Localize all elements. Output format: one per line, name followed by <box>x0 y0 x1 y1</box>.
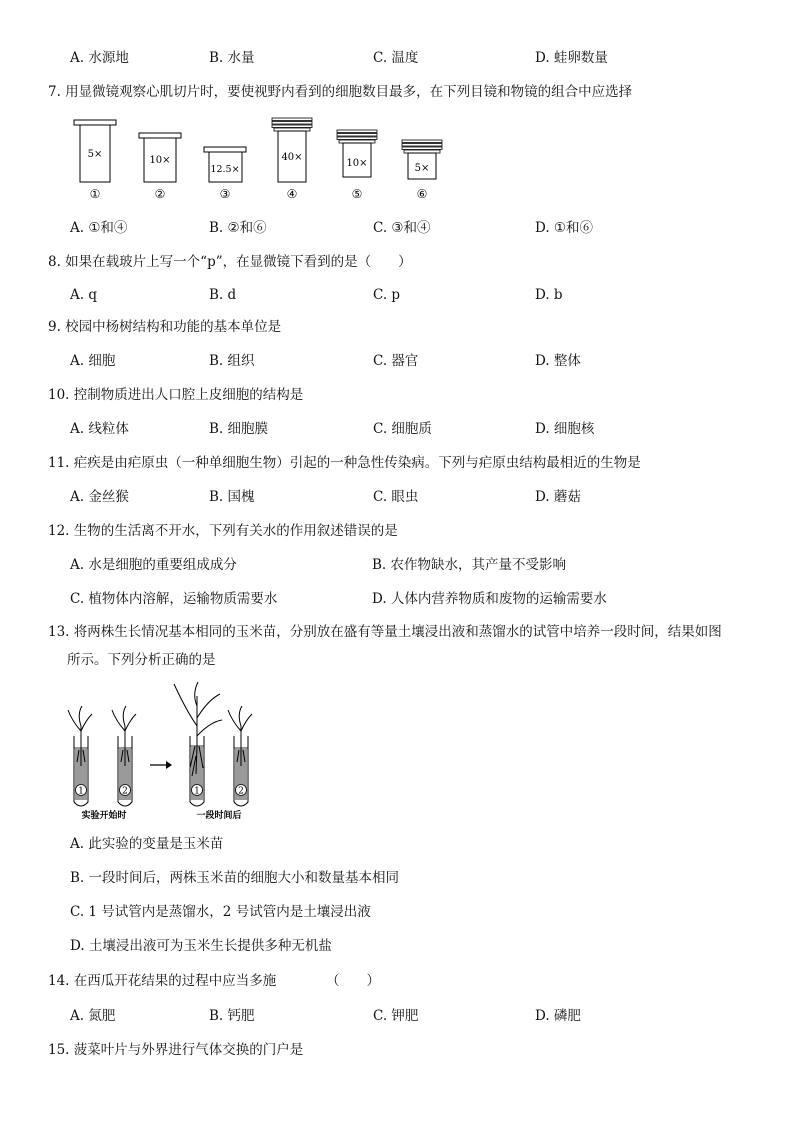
q14-option-b: B. 钙肥 <box>209 1008 255 1024</box>
q8-option-d: D. b <box>535 287 563 303</box>
lens-2-mag: 10× <box>149 155 171 166</box>
q14-stem: 14. 在西瓜开花结果的过程中应当多施 <box>48 973 277 989</box>
q12-option-b: B. 农作物缺水，其产量不受影响 <box>372 557 567 573</box>
q8-stem: 8. 如果在载玻片上写一个“p”，在显微镜下看到的是（ ） <box>48 254 412 270</box>
q8-option-b: B. d <box>209 287 237 303</box>
arrow-icon <box>150 761 172 769</box>
lens-figure <box>60 115 460 205</box>
q7-option-b: B. ②和⑥ <box>209 220 267 236</box>
q8-option-c: C. p <box>373 287 401 303</box>
q15-stem: 15. 菠菜叶片与外界进行气体交换的门户是 <box>48 1042 304 1058</box>
q10-option-d: D. 细胞核 <box>535 421 595 437</box>
q9-option-b: B. 组织 <box>209 353 255 369</box>
q14-answer-blank: （ ） <box>326 973 380 989</box>
q9-option-d: D. 整体 <box>535 353 581 369</box>
lens-1-mag: 5× <box>87 149 103 160</box>
q13-stem-line2: 所示。下列分析正确的是 <box>67 652 216 668</box>
caption-start: 实验开始时 <box>81 811 127 821</box>
lens-6-mag: 5× <box>414 163 430 174</box>
q12-option-c: C. 植物体内溶解，运输物质需要水 <box>70 591 278 607</box>
tube-2-label-after: 2 <box>238 786 244 797</box>
lens-6 <box>402 140 442 201</box>
q10-option-c: C. 细胞质 <box>373 421 432 437</box>
q13-option-b: B. 一段时间后，两株玉米苗的细胞大小和数量基本相同 <box>70 870 400 886</box>
lens-5 <box>337 130 377 201</box>
q8-option-a: A. q <box>70 287 97 303</box>
q9-stem: 9. 校园中杨树结构和功能的基本单位是 <box>48 319 282 335</box>
q13-option-a: A. 此实验的变量是玉米苗 <box>70 836 224 852</box>
q6-option-d: D. 蛙卵数量 <box>535 50 608 66</box>
q6-option-c: C. 温度 <box>373 50 419 66</box>
q10-stem: 10. 控制物质进出人口腔上皮细胞的结构是 <box>48 387 304 403</box>
q11-option-d: D. 蘑菇 <box>535 489 581 505</box>
q11-stem: 11. 疟疾是由疟原虫（一种单细胞生物）引起的一种急性传染病。下列与疟原虫结构最相近的生物是 <box>48 455 641 471</box>
q7-option-c: C. ③和④ <box>373 220 431 236</box>
lens-6-num: ⑥ <box>416 187 428 201</box>
q6-option-a: A. 水源地 <box>70 50 129 66</box>
lens-4-num: ④ <box>286 187 298 201</box>
lens-4-mag: 40× <box>281 152 303 163</box>
lens-3-num: ③ <box>219 187 231 201</box>
tube-1-label-after: 1 <box>194 786 200 797</box>
q10-option-b: B. 细胞膜 <box>209 421 269 437</box>
q11-option-b: B. 国槐 <box>209 489 255 505</box>
q9-option-c: C. 器官 <box>373 353 419 369</box>
lens-3-mag: 12.5× <box>210 164 240 175</box>
q10-option-a: A. 线粒体 <box>70 421 129 437</box>
lens-1 <box>74 120 116 201</box>
q14-option-c: C. 钾肥 <box>373 1008 419 1024</box>
q14-option-a: A. 氮肥 <box>70 1008 116 1024</box>
tube-2-label: 2 <box>122 786 128 797</box>
q11-option-a: A. 金丝猴 <box>70 489 129 505</box>
caption-after: 一段时间后 <box>196 811 242 821</box>
tube-1-label: 1 <box>78 786 84 797</box>
q6-option-b: B. 水量 <box>209 50 255 66</box>
q12-option-a: A. 水是细胞的重要组成成分 <box>70 557 237 573</box>
q14-option-d: D. 磷肥 <box>535 1008 581 1024</box>
q12-option-d: D. 人体内营养物质和废物的运输需要水 <box>372 591 607 607</box>
q13-stem-line1: 13. 将两株生长情况基本相同的玉米苗，分别放在盛有等量土壤浸出液和蒸馏水的试管中培养一段时间，结果如图 <box>48 624 722 640</box>
q12-stem: 12. 生物的生活离不开水，下列有关水的作用叙述错误的是 <box>48 523 398 539</box>
q13-option-d: D. 土壤浸出液可为玉米生长提供多种无机盐 <box>70 938 332 954</box>
q13-option-c: C. 1 号试管内是蒸馏水，2 号试管内是土壤浸出液 <box>70 904 371 920</box>
lens-1-num: ① <box>89 187 101 201</box>
q7-stem: 7. 用显微镜观察心肌切片时，要使视野内看到的细胞数目最多，在下列目镜和物镜的组合中应选择 <box>48 84 633 100</box>
lens-3 <box>204 147 246 201</box>
lens-5-num: ⑤ <box>351 187 363 201</box>
q11-option-c: C. 眼虫 <box>373 489 419 505</box>
q7-option-d: D. ①和⑥ <box>535 220 594 236</box>
corn-seedling-figure <box>62 676 272 824</box>
q9-option-a: A. 细胞 <box>70 353 116 369</box>
lens-5-mag: 10× <box>346 158 368 169</box>
lens-2 <box>139 133 181 201</box>
lens-2-num: ② <box>154 187 166 201</box>
lens-4 <box>272 118 312 201</box>
q7-option-a: A. ①和④ <box>70 220 128 236</box>
